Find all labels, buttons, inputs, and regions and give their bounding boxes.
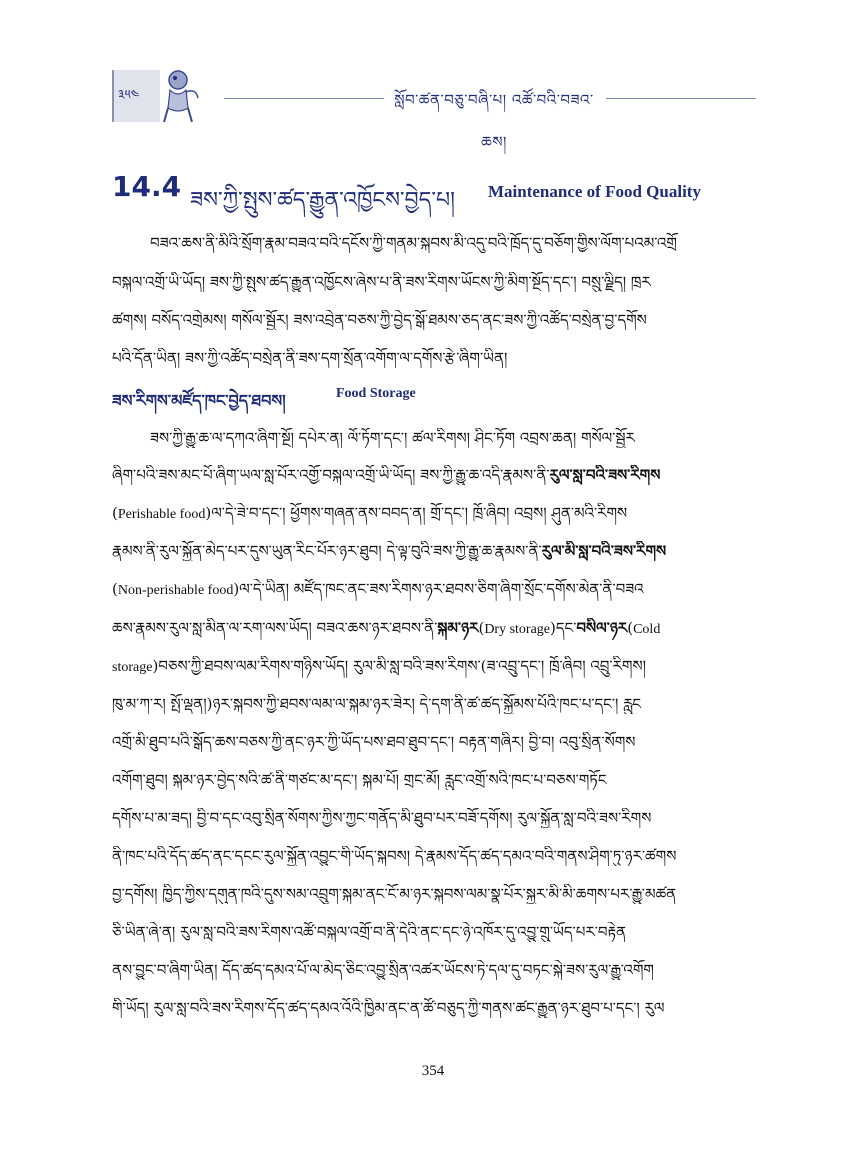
body-line: ཆས་རྣམས་རུལ་སླ་མིན་ལ་རག་ལས་ཡོད། བཟའ་ཆས་ཉར་ཐབས་ནི་སྐམ་ཉར(Dry storage)དང་བསིལ་ཉར(Cold bbox=[112, 619, 661, 637]
body-line: བྱ་དགོས། ཁྱིད་ཀྱིས་དགུན་ཁའི་དུས་སམ་འབྲུག་སྐམ་ནང་ངོ་མ་ཉར་སྐབས་ལམ་སྣ་པོར་སྐྱར་མི་མི་ཆགས་པར་རྒྱུ་མཚན bbox=[112, 885, 677, 903]
body-text: )ལ་དེ་ཡིན། མཛོད་ཁང་ནང་ཟས་རིགས་ཉར་ཐབས་ཅིག་ཞིག་སྲོང་དགོས་མེན་ནི་བཟའ bbox=[233, 580, 644, 598]
body-line: ཁུ་མ་ཀ་ར། སྤོ་ལྡན།)ཉར་སྐབས་ཀྱི་ཐབས་ལམ་ལ་སྐམ་ཉར་ཟེར། དེ་དག་ནི་ཚ་ཚད་སྐྱོམས་པོའི་ཁང་པ་དང་། རླུང bbox=[112, 695, 642, 713]
header-rule-left bbox=[224, 98, 384, 99]
intro-line: བསྐལ་འགྲོ་ཡི་ཡོད། ཟས་ཀྱི་སྤུས་ཚད་རྒྱུན་འཁྱོངས་ཞེས་པ་ནི་ཟས་རིགས་ཡོངས་ཀྱི་མིག་སྔོད་དང་། བསྲུ་ལྗིད། ཁྲར bbox=[112, 273, 651, 291]
term-non-perishable-english: Non-perishable food bbox=[117, 583, 234, 598]
term-dry-storage: སྐམ་ཉར bbox=[437, 619, 479, 637]
body-line: འགྲོ་མི་ཐུབ་པའི་སྒོད་ཆས་བཅས་ཀྱི་ནང་ཉར་ཀྱི་ཡོད་པས་ཐབ་ཐུབ་དང་། བརྟན་གཞིར། བྱི་བ། འབུ་སྲིན་སོགས bbox=[112, 733, 636, 751]
header-rule-right bbox=[606, 98, 756, 99]
body-line: ཟས་ཀྱི་རྒྱུ་ཆ་ལ་དཀའ་ཞིག་སྔོ། དཔེར་ན། ལོ་ཏོག་དང་། ཚལ་རིགས། ཤིང་ཏོག འབྲས་ཆན། གསོལ་སྦྱོར bbox=[150, 429, 635, 447]
paren-open: ( bbox=[112, 580, 118, 598]
section-number: 14.4 bbox=[112, 170, 182, 203]
term-perishable-english: Perishable food bbox=[117, 507, 206, 522]
body-text: དང་ bbox=[555, 619, 577, 637]
body-line: འགོག་ཐུབ། སྐམ་ཉར་བྱེད་སའི་ཚ་ནི་གཙང་མ་དང་། སྐམ་པོ། གྲང་མོ། རླུང་འགྲོ་སའི་ཁང་པ་བཅས་གཏོང bbox=[112, 771, 607, 789]
body-line bbox=[112, 579, 754, 601]
section-title-tibetan: ཟས་ཀྱི་སྤུས་ཚད་རྒྱུན་འཁྱོངས་བྱེད་པ། bbox=[190, 188, 455, 213]
body-text: རྣམས་ནི་རུལ་སྐྱོན་མེད་པར་དུས་ཡུན་རིང་པོར་ཉར་ཐུབ། དེ་ལྟ་བུའི་ཟས་ཀྱི་རྒྱུ་ཆ་རྣམས་ནི་ bbox=[112, 542, 542, 560]
page-header bbox=[112, 68, 762, 151]
section-heading bbox=[112, 170, 752, 214]
body-text: བཅས་ཀྱི་ཐབས་ལམ་རིགས་གཉིས་ཡོད། རུལ་མི་སླ་བའི་ཟས་རིགས་(ཟ་འབྲུ་དང་། ཁྲོ་ཞིབ། འབྲུ་རིགས། bbox=[158, 657, 646, 675]
intro-line: པའི་དོན་ཡིན། ཟས་ཀྱི་འཚོད་བསྲེན་ནི་ཟས་དག་སྲོན་འགོག་ལ་དགོས་རྩེ་ཞིག་ཡིན། bbox=[112, 349, 508, 367]
body-text: ཆས་རྣམས་རུལ་སླ་མིན་ལ་རག་ལས་ཡོད། བཟའ་ཆས་ཉར་ཐབས་ནི་ bbox=[112, 619, 438, 637]
section-title-english: Maintenance of Food Quality bbox=[488, 182, 701, 201]
running-title: སློབ་ཚན་བཅུ་བཞི་པ། འཚོ་བའི་བཟའ་ཆས། bbox=[394, 91, 594, 151]
intro-line: བཟའ་ཆས་ནི་མིའི་སྲོག་རྣམ་བཟའ་བའི་དངོས་ཀྱི་གནམ་སྐབས་མི་འདུ་བའི་ཁྲོད་དུ་བཅོག་གྱིས་ལོག་པའམ་འགྲོ bbox=[150, 234, 677, 252]
body-line: གི་ཡོད། རུལ་སླ་བའི་ཟས་རིགས་དོད་ཚད་དམའ་འོའི་ཁྱིམ་ནང་ན་ཚོ་བཅུད་ཀྱི་གནས་ཚང་རྒྱུན་ཉར་ཐུབ་པ་དང་། རུལ bbox=[112, 999, 665, 1017]
body-line: ནི་ཁང་པའི་དོད་ཚད་ནང་དངང་རུལ་སྐྱོན་འབྱུང་གི་ཡོད་སྐབས། དེ་རྣམས་དོད་ཚད་དམའ་བའི་གནས་ཤིག་ཏུ་ཉར་ཚགས bbox=[112, 847, 677, 865]
body-text: ཞིག་པའི་ཟས་མང་པོ་ཞིག་ཡལ་སླ་པོར་འགྱོ་བསྐལ་འགྲོ་ཡི་ཡོད། ཟས་ཀྱི་རྒྱུ་ཆ་འདི་རྣམས་ནི་ bbox=[112, 466, 550, 484]
term-perishable: རུལ་སླ་བའི་ཟས་རིགས bbox=[549, 466, 661, 484]
subsection-title-tibetan: ཟས་རིགས་མཛོད་ཁང་བྱེད་ཐབས། bbox=[112, 391, 286, 410]
intro-line: ཚགས། བསོད་འགྲེམས། གསོལ་སྦྱོར། ཟས་འབྲེན་བཅས་ཀྱི་བྱེད་སྒོ་ཐམས་ཅད་ནང་ཟས་ཀྱི་འཚོད་བསྲེན་བྱ་དགོས bbox=[112, 311, 647, 329]
body-text: )ལ་དེ་ཟེ་བ་དང་། ཕྱོགས་གཞན་ནས་བབད་ན། གྲོ་དང་། ཁྲོ་ཞིབ། འབྲས། ཤུན་མའི་རིགས bbox=[205, 504, 628, 522]
page-number: 354 bbox=[421, 1063, 445, 1079]
body-line bbox=[112, 503, 754, 525]
body-line: storage)བཅས་ཀྱི་ཐབས་ལམ་རིགས་གཉིས་ཡོད། རུལ་མི་སླ་བའི་ཟས་རིགས་(ཟ་འབྲུ་དང་། ཁྲོ་ཞིབ། འབྲུ་རིགས། bbox=[112, 657, 646, 675]
term-cold-storage: བསིལ་ཉར bbox=[576, 619, 628, 637]
page-marker: ༣༥༤ bbox=[118, 88, 140, 103]
body-line: དགོས་པ་མ་ཟད། བྱི་བ་དང་འབུ་སྲིན་སོགས་ཀྱིས་ཀྱང་གནོད་མི་ཐུབ་པར་བཟོ་དགོས། རུལ་སྐྱོན་སླ་བའི་ཟས་རིགས bbox=[112, 809, 652, 827]
body-line: ཅི་ཡིན་ཞེ་ན། རུལ་སླ་བའི་ཟས་རིགས་འཚོ་བསྐལ་འགྲོ་བ་ནི་དེའི་ནང་དང་ཉེ་འཁོར་དུ་འབྱུ་གྲུ་ཡོད་པར་བརྟེན bbox=[112, 923, 627, 941]
term-dry-storage-english: Dry storage bbox=[484, 622, 551, 637]
term-cold-storage-english: Cold bbox=[633, 622, 661, 637]
term-non-perishable: རུལ་མི་སླ་བའི་ཟས་རིགས bbox=[541, 542, 667, 560]
paren-open: ( bbox=[112, 504, 118, 522]
page-marker-box bbox=[112, 70, 160, 122]
body-line: ནས་བྱུང་བ་ཞིག་ཡིན། དོད་ཚད་དམའ་པོ་ལ་མེད་ཅིང་འབྱུ་སྲིན་འཚར་ཡོངས་ཏེ་དལ་དུ་བཏང་སྐེ་ཟས་རུལ་རྒྱུ་འགོག bbox=[112, 961, 654, 979]
subsection-title-english: Food Storage bbox=[336, 386, 416, 401]
body-line bbox=[112, 465, 754, 485]
decorative-figure-icon bbox=[156, 68, 202, 126]
body-line bbox=[112, 541, 754, 561]
term-cold-storage-english-cont: storage bbox=[112, 660, 153, 675]
